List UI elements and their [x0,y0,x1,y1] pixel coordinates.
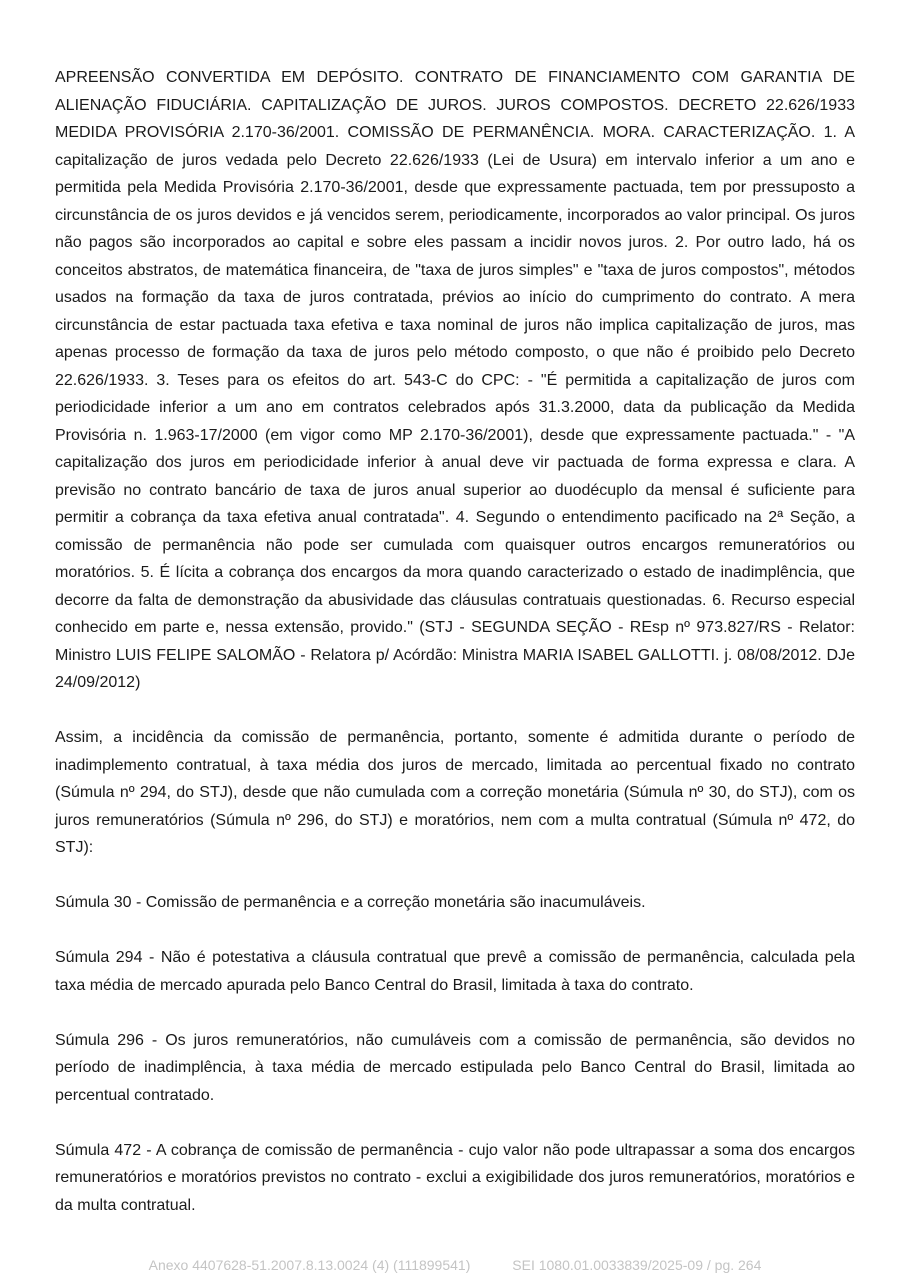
footer-sei-reference: SEI 1080.01.0033839/2025-09 / pg. 264 [512,1257,762,1273]
paragraph-gap [55,1109,855,1137]
paragraph-sumula-30: Súmula 30 - Comissão de permanência e a correção monetária são inacumuláveis. [55,894,646,911]
paragraph-gap [55,862,855,890]
paragraph-gap [55,697,855,725]
page-footer [0,1257,910,1273]
paragraph-sumula-472: Súmula 472 - A cobrança de comissão de permanência - cujo valor não pode ultrapassar a soma dos encargos remuneratórios e moratórios previstos no contrato - exclui a exigibilidade dos juros remuneratórios, moratórios e da multa contratual. [55,1141,855,1214]
paragraph-gap [55,917,855,945]
paragraph-sumula-296: Súmula 296 - Os juros remuneratórios, não cumuláveis com a comissão de permanência, são devidos no período de inadimplência, à taxa média de mercado estipulada pelo Banco Central do Brasil, limitada ao percentual contratado. [55,1031,855,1104]
paragraph-gap [55,999,855,1027]
paragraph-sumula-294: Súmula 294 - Não é potestativa a cláusula contratual que prevê a comissão de permanência, calculada pela taxa média de mercado apurada pelo Banco Central do Brasil, limitada à taxa do contrato. [55,949,855,994]
paragraph-jurisprudence-quote: APREENSÃO CONVERTIDA EM DEPÓSITO. CONTRATO DE FINANCIAMENTO COM GARANTIA DE ALIENAÇÃO FIDUCIÁRIA. CAPITALIZAÇÃO DE JUROS. JUROS COMPOSTOS. DECRETO 22.626/1933 MEDIDA PROVISÓRIA 2.170-36/2001. COMISSÃO DE PERMANÊNCIA. MORA. CARACTERIZAÇÃO. 1. A capitalização de juros vedada pelo Decreto 22.626/1933 (Lei de Usura) em intervalo inferior a um ano e permitida pela Medida Provisória 2.170-36/2001, desde que expressamente pactuada, tem por pressuposto a circunstância de os juros devidos e já vencidos serem, periodicamente, incorporados ao valor principal. Os juros não pagos são incorporados ao capital e sobre eles passam a incidir novos juros. 2. Por outro lado, há os conceitos abstratos, de matemática financeira, de "taxa de juros simples" e "taxa de juros compostos", métodos usados na formação da taxa de juros contratada, prévios ao início do cumprimento do contrato. A mera circunstância de estar pactuada taxa efetiva e taxa nominal de juros não implica capitalização de juros, mas apenas processo de formação da taxa de juros pelo método composto, o que não é proibido pelo Decreto 22.626/1933. 3. Teses para os efeitos do art. 543-C do CPC: - "É permitida a capitalização de juros com periodicidade inferior a um ano em contratos celebrados após 31.3.2000, data da publicação da Medida Provisória n. 1.963-17/2000 (em vigor como MP 2.170-36/2001), desde que expressamente pactuada." - "A capitalização dos juros em periodicidade inferior à anual deve vir pactuada de forma expressa e clara. A previsão no contrato bancário de taxa de juros anual superior ao duodécuplo da mensal é suficiente para permitir a cobrança da taxa efetiva anual contratada". 4. Segundo o entendimento pacificado na 2ª Seção, a comissão de permanência não pode ser cumulada com quaisquer outros encargos remuneratórios ou moratórios. 5. É lícita a cobrança dos encargos da mora quando caracterizado o estado de inadimplência, que decorre da falta de demonstração da abusividade das cláusulas contratuais questionadas. 6. Recurso especial conhecido em parte e, nessa extensão, provido." (STJ - SEGUNDA SEÇÃO - REsp nº 973.827/RS - Relator: Ministro LUIS FELIPE SALOMÃO - Relatora p/ Acórdão: Ministra MARIA ISABEL GALLOTTI. j. 08/08/2012. DJe 24/09/2012) [55,69,855,691]
paragraph-commission-analysis: Assim, a incidência da comissão de permanência, portanto, somente é admitida durante o período de inadimplemento contratual, à taxa média dos juros de mercado, limitada ao percentual fixado no contrato (Súmula nº 294, do STJ), desde que não cumulada com a correção monetária (Súmula nº 30, do STJ), com os juros remuneratórios (Súmula nº 296, do STJ) e moratórios, nem com a multa contratual (Súmula nº 472, do STJ): [55,729,855,856]
footer-annex-reference: Anexo 4407628-51.2007.8.13.0024 (4) (111899541) [148,1257,471,1273]
document-body [55,64,855,1219]
